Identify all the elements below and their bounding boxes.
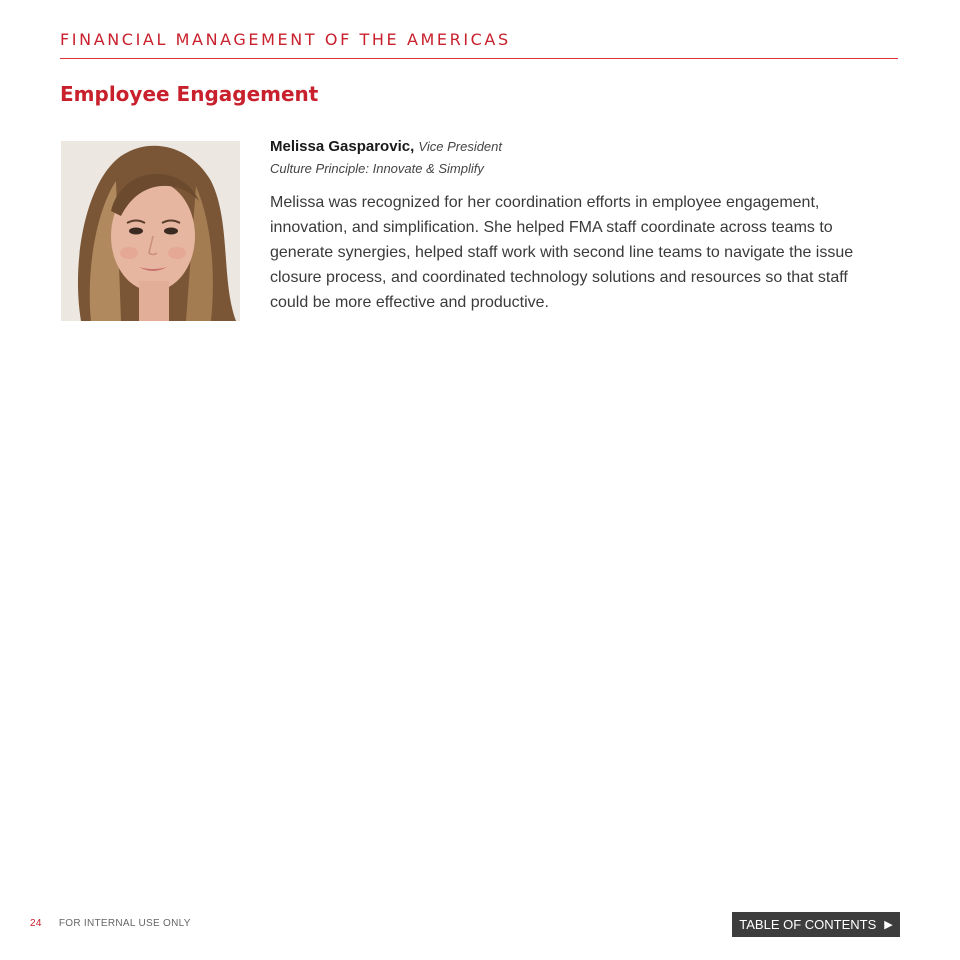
culture-principle: Culture Principle: Innovate & Simplify (270, 161, 484, 176)
name-line (270, 138, 885, 155)
play-arrow-icon: ▶ (884, 919, 893, 931)
page-footer (30, 918, 191, 929)
toc-label: TABLE OF CONTENTS (739, 917, 877, 932)
table-of-contents-button[interactable] (732, 912, 900, 937)
internal-notice: FOR INTERNAL USE ONLY (58, 918, 191, 929)
profile-photo (61, 141, 240, 321)
header-title: FINANCIAL MANAGEMENT OF THE AMERICAS (60, 30, 511, 49)
profile-block (270, 138, 885, 315)
profile-name: Melissa Gasparovic, (270, 138, 415, 155)
page-number: 24 (30, 918, 42, 929)
profile-role: Vice President (418, 139, 503, 154)
profile-bio: Melissa was recognized for her coordination efforts in employee engagement, innovation, and simplification. She helped FMA staff coordinate across teams to generate synergies, helped staff work with second line teams to navigate the issue closure process, and coordinated technology solutions and resources so that staff could be more effective and productive. (270, 194, 854, 311)
section-title: Employee Engagement (60, 82, 319, 106)
page-header (60, 30, 898, 59)
